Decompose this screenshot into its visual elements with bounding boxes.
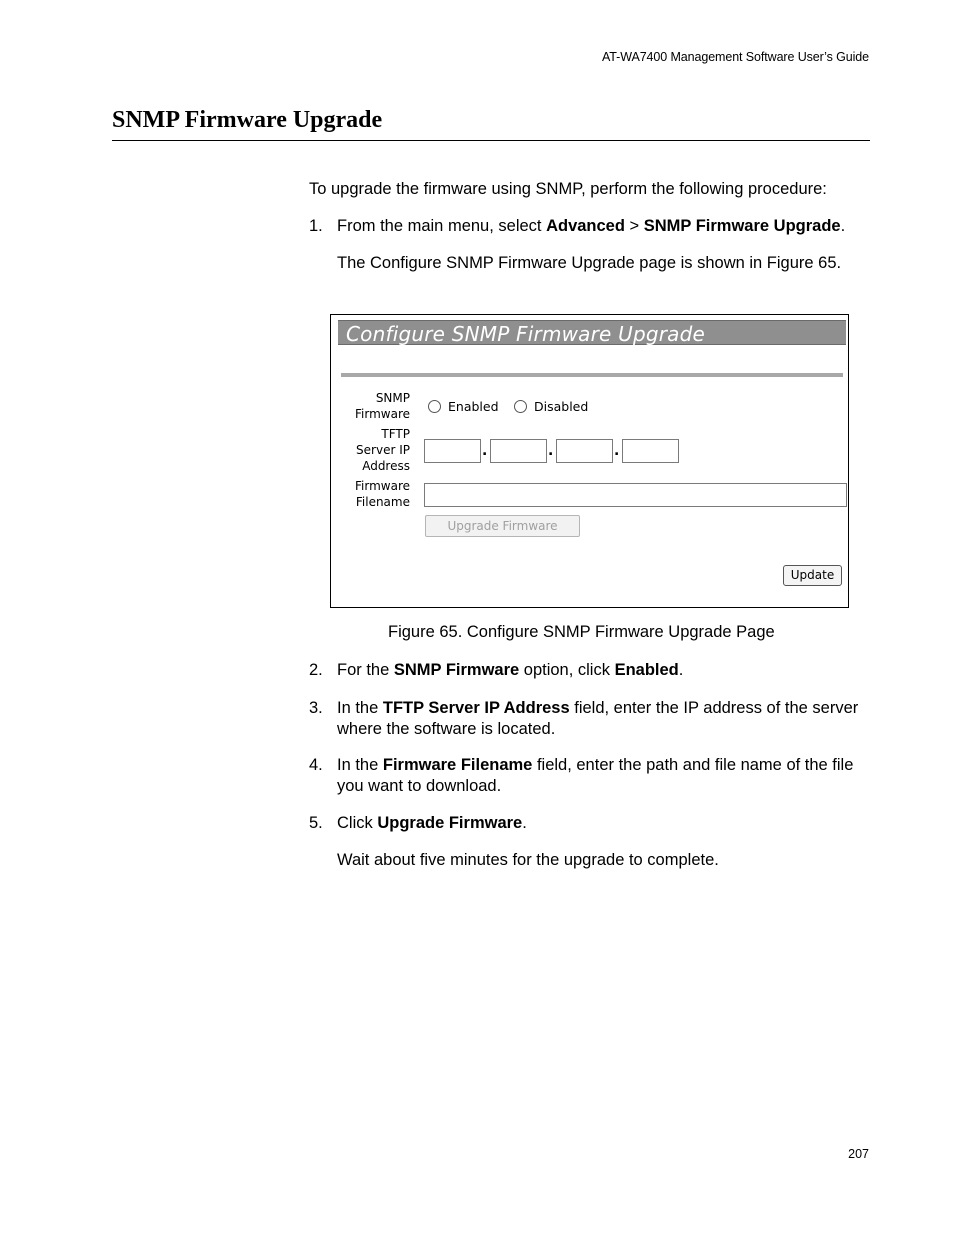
ip-octet-2-input[interactable]: [490, 439, 547, 463]
figure-title-bar: [338, 320, 846, 345]
upgrade-firmware-button[interactable]: Upgrade Firmware: [425, 515, 580, 537]
step-number: 1.: [309, 217, 323, 235]
divider: [341, 373, 843, 377]
enabled-radio[interactable]: [428, 400, 441, 413]
step-number: 5.: [309, 814, 323, 832]
update-button[interactable]: Update: [783, 565, 842, 586]
snmp-firmware-label: SNMP Firmware: [355, 391, 410, 421]
step-1-note: The Configure SNMP Firmware Upgrade page is shown in Figure 65.: [337, 254, 842, 272]
disabled-radio[interactable]: [514, 400, 527, 413]
ip-octet-3-input[interactable]: [556, 439, 613, 463]
figure-screenshot: [330, 314, 849, 608]
firmware-filename-input[interactable]: [424, 483, 847, 507]
step-number: 2.: [309, 661, 323, 679]
tftp-server-ip-label: TFTP Server IP Address: [356, 427, 410, 473]
running-header: AT-WA7400 Management Software User’s Guide: [602, 50, 869, 64]
figure-caption: Figure 65. Configure SNMP Firmware Upgrade Page: [388, 623, 775, 641]
step-text: For the SNMP Firmware option, click Enabled.: [337, 661, 684, 679]
ip-octet-4-input[interactable]: [622, 439, 679, 463]
disabled-radio-label: Disabled: [534, 399, 589, 414]
firmware-filename-label: Firmware Filename: [355, 479, 410, 509]
step-5-note: Wait about five minutes for the upgrade to complete.: [337, 851, 719, 869]
step-text: In the Firmware Filename field, enter the path and file name of the file you want to download.: [337, 756, 854, 795]
ip-octet-1-input[interactable]: [424, 439, 481, 463]
figure-title: Configure SNMP Firmware Upgrade: [346, 322, 706, 346]
intro-paragraph: To upgrade the firmware using SNMP, perform the following procedure:: [309, 180, 827, 198]
step-number: 3.: [309, 699, 323, 717]
title-rule: [112, 140, 870, 141]
step-number: 4.: [309, 756, 323, 774]
ip-separator: .: [548, 443, 554, 459]
step-text: In the TFTP Server IP Address field, enter the IP address of the server where the software is located.: [337, 699, 859, 738]
step-text: From the main menu, select Advanced > SNMP Firmware Upgrade.: [337, 217, 846, 235]
step-text: Click Upgrade Firmware.: [337, 814, 527, 832]
section-title: SNMP Firmware Upgrade: [112, 107, 383, 133]
ip-separator: .: [482, 443, 488, 459]
ip-separator: .: [614, 443, 620, 459]
enabled-radio-label: Enabled: [448, 399, 499, 414]
page-number: 207: [848, 1147, 869, 1161]
